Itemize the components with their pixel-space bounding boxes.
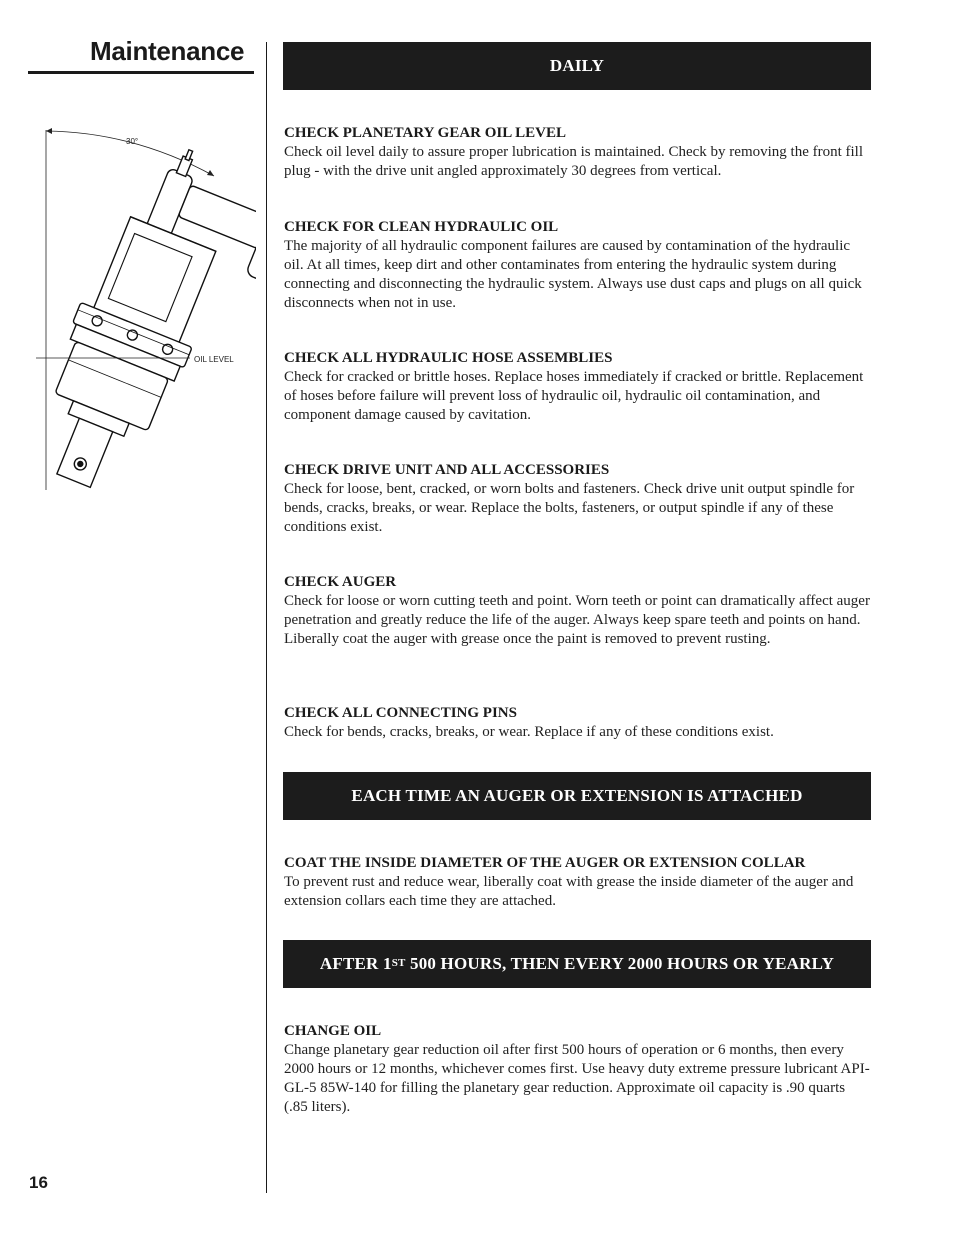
section-heading: CHECK ALL CONNECTING PINS	[284, 705, 517, 721]
angle-label: 30°	[126, 137, 139, 146]
banner-text-prefix: AFTER 1	[319, 954, 392, 973]
section-clean-hydraulic-oil	[284, 218, 870, 313]
section-change-oil	[284, 1022, 870, 1117]
section-heading: CHECK AUGER	[284, 574, 397, 590]
section-body: Check for bends, cracks, breaks, or wear. Replace if any of these conditions exist.	[284, 724, 774, 740]
section-check-auger	[284, 573, 870, 649]
section-body: To prevent rust and reduce wear, liberally coat with grease the inside diameter of the auger and extension collars each time they are attached.	[284, 874, 854, 909]
drive-unit-illustration	[24, 118, 256, 490]
page-title: Maintenance	[90, 36, 245, 66]
section-body: Check for cracked or brittle hoses. Replace hoses immediately if cracked or brittle. Replacement of hoses before failure will prevent loss of hydraulic oil, hydraulic oil contamination, and component damage caused by cavitation.	[284, 369, 864, 423]
banner-each-time-attached: EACH TIME AN AUGER OR EXTENSION IS ATTACHED	[283, 772, 871, 820]
section-heading: CHECK DRIVE UNIT AND ALL ACCESSORIES	[284, 462, 610, 478]
page-number: 16	[29, 1173, 48, 1192]
section-body: Change planetary gear reduction oil after first 500 hours of operation or 6 months, then every 2000 hours or 12 months, whichever comes first. Use heavy duty extreme pressure lubricant API-GL-5 85W-140 for filling the planetary gear reduction. Approximate oil capacity is .90 quarts (.85 liters).	[284, 1042, 870, 1115]
banner-text-suffix: 500 HOURS, THEN EVERY 2000 HOURS OR YEARLY	[405, 954, 835, 973]
section-body: Check for loose, bent, cracked, or worn bolts and fasteners. Check drive unit output spindle for bends, cracks, breaks, or wear. Replace the bolts, fasteners, or output spindle if any of these conditions exist.	[284, 481, 855, 535]
banner-daily: DAILY	[283, 42, 871, 90]
section-planetary-oil-level	[284, 124, 870, 181]
section-body: Check oil level daily to assure proper lubrication is maintained. Check by removing the front fill plug - with the drive unit angled approximately 30 degrees from vertical.	[284, 144, 864, 179]
section-heading: CHECK ALL HYDRAULIC HOSE ASSEMBLIES	[284, 350, 613, 366]
section-heading: CHECK FOR CLEAN HYDRAULIC OIL	[284, 219, 559, 235]
section-body: The majority of all hydraulic component failures are caused by contamination of the hydraulic oil. At all times, keep dirt and other contaminates from entering the hydraulic system during connecting and disconnecting the hydraulic system. Always use dust caps and plugs on all quick disconnects when not in use.	[284, 238, 862, 311]
oil-level-label: OIL LEVEL	[194, 355, 234, 364]
column-divider	[266, 42, 267, 1193]
section-drive-unit-accessories	[284, 461, 870, 537]
section-heading: CHANGE OIL	[284, 1023, 382, 1039]
section-heading: CHECK PLANETARY GEAR OIL LEVEL	[284, 125, 567, 141]
banner-superscript: ST	[391, 957, 406, 969]
section-connecting-pins	[284, 704, 870, 742]
section-heading: COAT THE INSIDE DIAMETER OF THE AUGER OR EXTENSION COLLAR	[284, 855, 806, 871]
section-coat-collar	[284, 854, 870, 911]
section-hose-assemblies	[284, 349, 870, 425]
section-body: Check for loose or worn cutting teeth and point. Worn teeth or point can dramatically affect auger penetration and greatly reduce the life of the auger. Always keep spare teeth and points on hand. Liberally coat the auger with grease once the paint is removed to prevent rusting.	[284, 593, 870, 647]
title-underline	[28, 71, 254, 74]
banner-after-first-500-hours	[283, 940, 871, 988]
